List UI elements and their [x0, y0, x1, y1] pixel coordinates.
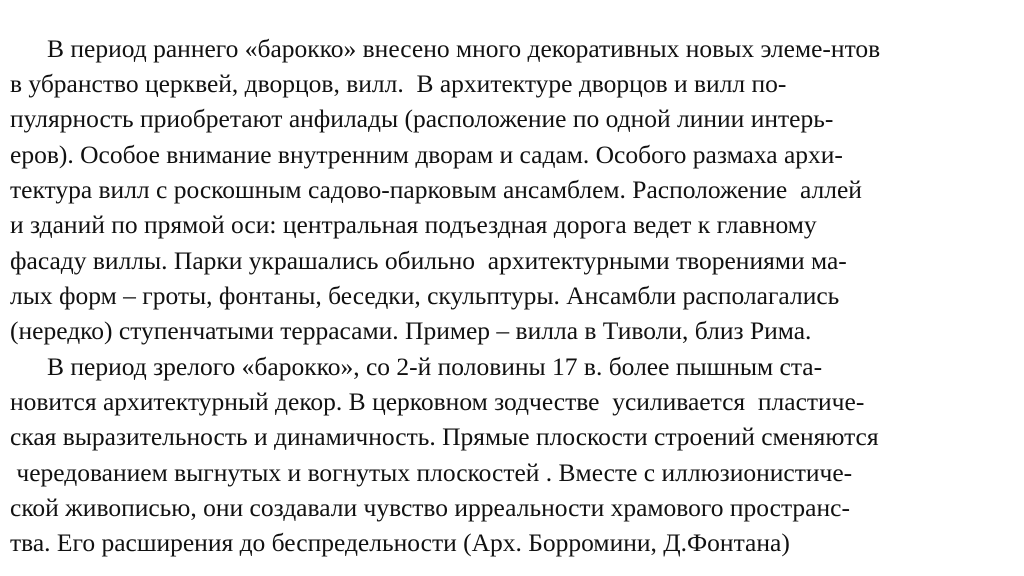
- text-line: (нередко) ступенчатыми террасами. Пример – вилла в Тиволи, близ Рима.: [10, 316, 812, 345]
- text-line: В период раннего «барокко» внесено много декоративных новых элеме-нтов: [47, 34, 881, 63]
- text-line: чередованием выгнутых и вогнутых плоскостей . Вместе с иллюзионистиче-: [10, 458, 853, 487]
- text-line: еров). Особое внимание внутренним дворам и садам. Особого размаха архи-: [10, 140, 843, 169]
- text-line: тектура вилл с роскошным садово-парковым ансамблем. Расположение аллей: [10, 175, 862, 204]
- text-line: ская выразительность и динамичность. Прямые плоскости строений сменяются: [10, 422, 879, 451]
- text-line: новится архитектурный декор. В церковном зодчестве усиливается пластиче-: [10, 387, 865, 416]
- text-line: тва. Его расширения до беспредельности (Арх. Борромини, Д.Фонтана): [10, 528, 790, 557]
- text-line: в убранство церквей, дворцов, вилл. В архитектуре дворцов и вилл по-: [10, 69, 787, 98]
- text-line: лых форм – гроты, фонтаны, беседки, скульптуры. Ансамбли располагались: [10, 281, 840, 310]
- text-line: фасаду виллы. Парки украшались обильно архитектурными творениями ма-: [10, 246, 847, 275]
- text-line: В период зрелого «барокко», со 2-й половины 17 в. более пышным ста-: [47, 352, 823, 381]
- text-line: пулярность приобретают анфилады (расположение по одной линии интерь-: [10, 104, 834, 133]
- text-line: и зданий по прямой оси: центральная подъездная дорога ведет к главному: [10, 210, 817, 239]
- text-line: ской живописью, они создавали чувство ирреальности храмового пространс-: [10, 493, 850, 522]
